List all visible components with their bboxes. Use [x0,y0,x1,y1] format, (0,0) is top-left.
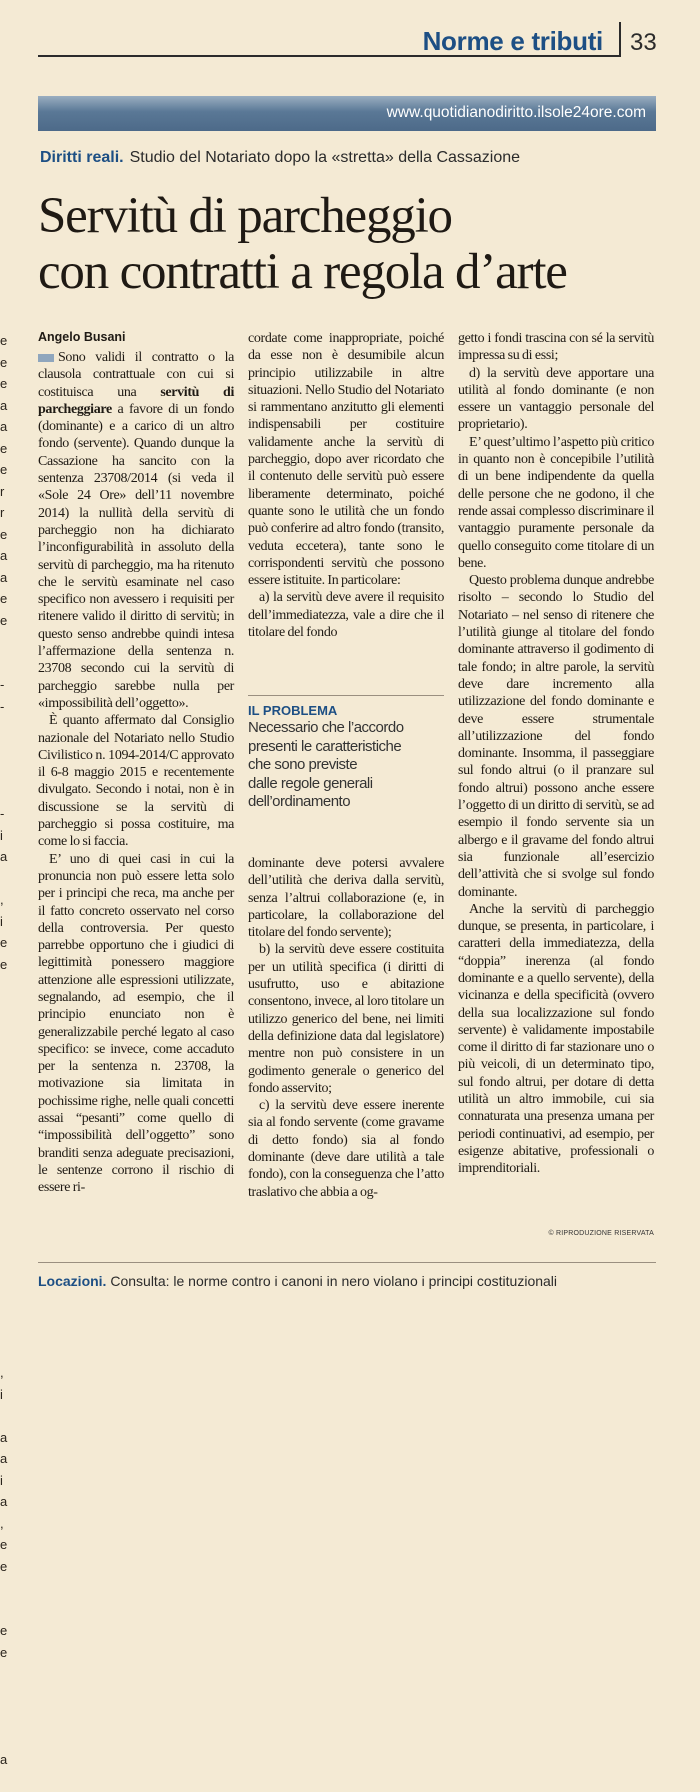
edge-fragment [0,1276,10,1298]
edge-fragment [0,1319,10,1341]
edge-fragment: e [0,524,10,546]
edge-fragment: , [0,1362,10,1384]
paragraph: Questo problema dunque andrebbe risolto – secondo lo Studio del Notariato – nel senso di ritenere che l’utilità giunge al titolare del fondo dominante attraverso il godimento di tale fondo; in altre parole, la servitù deve dare incremento alla utilizzazione del fondo dominante e deve essere strumentale all’utilizzazione del fondo dominante. Insomma, il passeggiare sul fondo altrui (o il pranzare sul fondo altrui) possono anche essere l’oggetto di un diritto di servitù, se ad esempio il fondo servente sia un albergo e il gravame del fondo altrui sia funzionale all’esercizio dell’attività che si svolge sul fondo dominante. [458,572,654,901]
edge-fragment [0,868,10,890]
edge-fragment: a [0,395,10,417]
edge-fragment: e [0,373,10,395]
edge-fragment: a [0,545,10,567]
site-url[interactable]: www.quotidianodiritto.ilsole24ore.com [387,104,646,122]
edge-fragment [0,1061,10,1083]
edge-fragment: e [0,352,10,374]
headline-line-1: Servitù di parcheggio [38,188,678,244]
edge-fragment: a [0,1749,10,1771]
page-number: 33 [630,29,657,57]
edge-fragment: i [0,1470,10,1492]
edge-fragment [0,975,10,997]
list-item: d) la servitù deve apportare una utilità al fondo dominante (e non essere un vantaggio personale del proprietario). [458,365,654,434]
edge-fragment: e [0,1534,10,1556]
url-banner [38,96,656,131]
edge-fragment [0,1599,10,1621]
edge-fragment [0,1255,10,1277]
edge-fragment [0,653,10,675]
list-item: b) la servitù deve essere costituita per un utilità specifica (i diritti di usufrutto, uso e abitazione consentono, invece, al loro titolare un utilizzo generico del bene, nei limiti della definizione data dal legislatore) mentre non può consistere in un godimento generale o generico del fondo asservito; [248,941,444,1097]
article-column-2-bottom [248,855,444,1201]
edge-fragment: e [0,610,10,632]
edge-fragment: e [0,932,10,954]
edge-fragment: a [0,567,10,589]
callout-box [248,695,444,835]
lead-bold: servitù di parcheggiare [38,385,234,417]
edge-fragment [0,1212,10,1234]
next-article-text: Consulta: le norme contro i canoni in nero violano i principi costituzionali [110,1273,557,1289]
edge-fragment [0,997,10,1019]
edge-fragment: a [0,416,10,438]
edge-fragment: e [0,1642,10,1664]
edge-fragment: - [0,674,10,696]
list-item: a) la servitù deve avere il requisito dell’immediatezza, vale a dire che il titolare del fondo [248,589,444,641]
edge-fragment: r [0,481,10,503]
edge-fragment: - [0,696,10,718]
edge-fragment [0,1341,10,1363]
bottom-rule [38,1262,656,1263]
edge-fragment [0,1685,10,1707]
edge-fragment [0,1190,10,1212]
edge-fragment [0,1728,10,1750]
lead-marker [38,354,54,362]
edge-fragment: e [0,1556,10,1578]
article-column-3 [458,330,654,1178]
paragraph: Anche la servitù di parcheggio dunque, se presenta, in particolare, i caratteri della immediatezza, della “doppia” inerenza (al fondo dominante e a quello servente), della vicinanza e della specificità (ovvero della sua localizzazione sul fondo servente) è validamente impostabile come il diritto di far stazionare uno o più veicoli, di un determinato tipo, sul fondo altrui, per dotare di detta utilità un altro immobile, cui sia connaturata una presenza umana per periodi continuativi, ad esempio, per esigenze abitative, professionali o imprenditoriali. [458,901,654,1178]
edge-fragment: i [0,911,10,933]
edge-fragment [0,739,10,761]
header-divider [619,22,621,57]
edge-fragment [0,1298,10,1320]
edge-fragment [0,1663,10,1685]
edge-fragment [0,1169,10,1191]
callout-body: Necessario che l’accordo presenti le caratteristiche che sono previste dalle regole generali dell’ordinamento [248,719,444,812]
edge-fragment [0,1405,10,1427]
list-item: c) la servitù deve essere inerente sia al fondo servente (come gravame di detto fondo) sia al fondo dominante (deve dare utilità a tale fondo), con la conseguenza che l’atto traslativo che abbia a og- [248,1097,444,1201]
edge-fragment [0,782,10,804]
edge-fragment: a [0,1491,10,1513]
edge-fragment: e [0,1620,10,1642]
next-article-teaser [38,1273,678,1287]
kicker-text: Studio del Notariato dopo la «stretta» della Cassazione [130,149,520,166]
edge-fragment [0,1104,10,1126]
edge-fragment: i [0,1384,10,1406]
callout-title: IL PROBLEMA [248,703,444,718]
author-byline: Angelo Busani [38,330,126,344]
adjacent-article-fragment [0,330,10,1250]
reproduction-notice: © RIPRODUZIONE RISERVATA [548,1230,654,1237]
edge-fragment [0,1040,10,1062]
edge-fragment [0,760,10,782]
edge-fragment: e [0,459,10,481]
kicker [40,149,520,167]
paragraph: getto i fondi trascina con sé la servitù impressa su di essi; [458,330,654,365]
edge-fragment: a [0,1448,10,1470]
edge-fragment [0,1577,10,1599]
edge-fragment [0,1233,10,1255]
edge-fragment [0,1147,10,1169]
headline [38,188,678,300]
next-article-tag: Locazioni. [38,1273,106,1289]
edge-fragment [0,631,10,653]
edge-fragment: r [0,502,10,524]
edge-fragment: e [0,330,10,352]
edge-fragment: , [0,1513,10,1535]
headline-line-2: con contratti a regola d’arte [38,244,678,300]
edge-fragment [0,1083,10,1105]
kicker-tag: Diritti reali. [40,149,124,166]
paragraph: E’ quest’ultimo l’aspetto più critico in quanto non è concepibile l’utilità di un bene indipendente da quella delle persone che ne godono, il che rende assai complesso discriminare il vantaggio puramente personale da quello conseguito come titolare di un bene. [458,434,654,572]
edge-fragment: e [0,588,10,610]
paragraph: Sono validi il contratto o la clausola contrattuale con cui si costituisca una servitù di parcheggiare a favore di un fondo (dominante) e a carico di un altro fondo (servente). Quando dunque la Cassazione ha sancito con la sentenza 23708/2014 (si veda il «Sole 24 Ore» dell’11 novembre 2014) la nullità della servitù di parcheggio non ha dichiarato l’inconfigurabilità in assoluto della servitù di parcheggio, ma ha ritenuto che le servitù esaminate nel caso specifico non avessero i requisiti per ritenere valido il diritto di servitù; in questo senso andrebbe quindi intesa l’affermazione della sentenza n. 23708 secondo cui la servitù di parcheggio sarebbe nulla per «impossibilità dell’oggetto». [38,349,234,712]
edge-fragment: a [0,1427,10,1449]
paragraph: E’ uno di quei casi in cui la pronuncia non può essere letta solo per i principi che reca, ma anche per il fatto concreto osservato nel corso della controversia. Per questo parrebbe opportuno che i giudici di legittimità ponessero maggiore attenzione alle espressioni utilizzate, segnalando, ad esempio, che il principio enunciato non è generalizzabile perché legato al caso specifico: se invece, come accaduto per la sentenza n. 23708, la motivazione sia limitata in pochissime righe, nelle quali concetti assai “pesanti” come quello di “impossibilità dell’oggetto” sono branditi senza adeguate precisazioni, le sentenze corrono il rischio di essere ri- [38,851,234,1197]
paragraph: cordate come inappropriate, poiché da esse non è desumibile alcun principio utilizzabile in altre situazioni. Nello Studio del Notariato si rammentano anzitutto gli elementi indispensabili per costituire validamente anche la servitù di parcheggio, dopo aver ricordato che il contenuto delle servitù può essere liberamente determinato, poiché quante sono le utilità che un fondo può conferire ad altro fondo (transito, veduta eccetera), tante sono le corrispondenti servitù che possono essere istituite. In particolare: [248,330,444,589]
section-title: Norme e tributi [423,26,603,57]
edge-fragment: , [0,889,10,911]
edge-fragment: - [0,803,10,825]
edge-fragment [0,1018,10,1040]
paragraph: dominante deve potersi avvalere dell’utilità che deriva dalla servitù, senza l’altrui collaborazione (e, in particolare, la collaborazione del titolare del fondo servente); [248,855,444,941]
edge-fragment: i [0,825,10,847]
edge-fragment [0,1706,10,1728]
callout-rule [248,695,444,696]
edge-fragment [0,1126,10,1148]
article-column-2-top [248,330,444,641]
edge-fragment: a [0,846,10,868]
edge-fragment [0,1771,10,1792]
edge-fragment [0,717,10,739]
paragraph: È quanto affermato dal Consiglio nazionale del Notariato nello Studio Civilistico n. 1094-2014/C approvato il 6-8 maggio 2015 e recentemente divulgato. Secondo i notai, non è in discussione se la servitù di parcheggio si possa costituire, ma come lo si faccia. [38,712,234,850]
edge-fragment: e [0,438,10,460]
article-column-1 [38,349,234,1197]
edge-fragment: e [0,954,10,976]
